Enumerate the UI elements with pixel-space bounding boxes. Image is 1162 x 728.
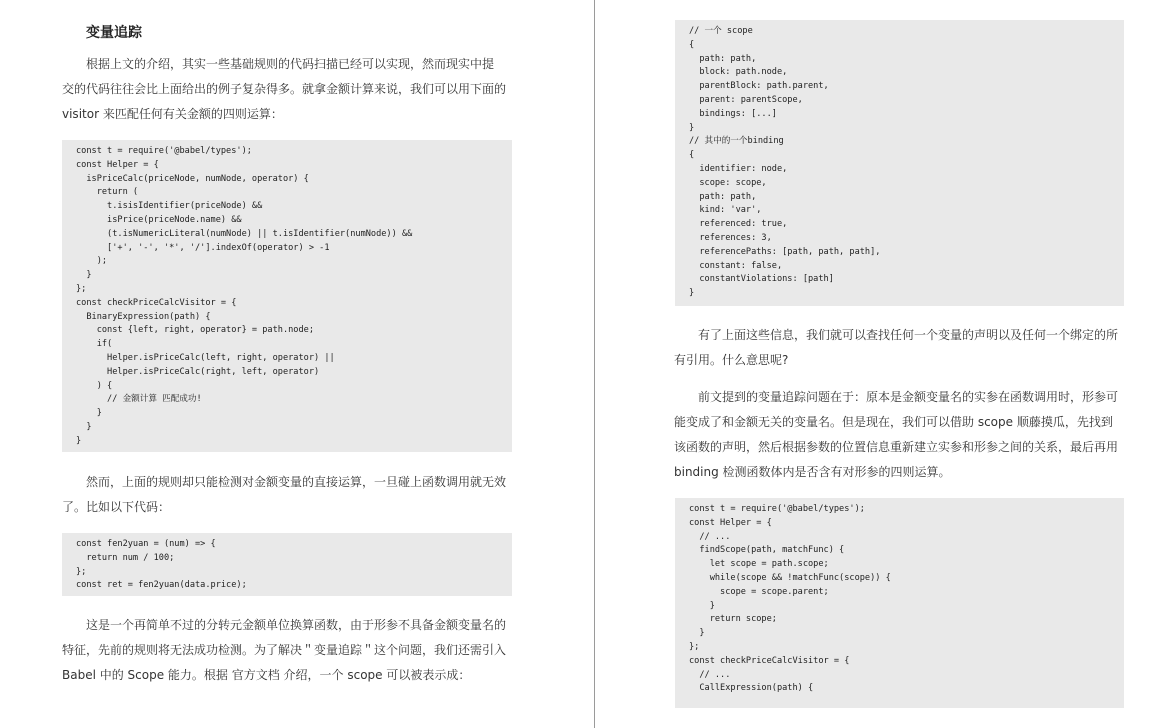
code-line: } <box>689 600 715 611</box>
code-line: constantViolations: [path] <box>689 274 834 285</box>
right-paragraph-1 <box>674 323 1126 373</box>
right-code-block-2 <box>675 498 1124 708</box>
code-line: identifier: node, <box>689 163 788 174</box>
code-line: ); <box>76 256 108 267</box>
code-line: parentBlock: path.parent, <box>689 81 829 92</box>
code-line: findScope(path, matchFunc) { <box>689 545 845 556</box>
code-line: } <box>76 408 102 419</box>
right-code-block-1 <box>675 20 1124 306</box>
code-line: const {left, right, operator} = path.node; <box>76 325 314 336</box>
code-line: }; <box>76 283 87 294</box>
code-line: // 一个 scope <box>689 26 753 36</box>
code-line: if( <box>76 339 113 350</box>
text-line: visitor 来匹配任何有关金额的四则运算： <box>62 107 283 121</box>
text-line: 前文提到的变量追踪问题在于：原本是金额变量名的实参在函数调用时，形参可 <box>698 390 1119 404</box>
code-line: ['+', '-', '*', '/'].indexOf(operator) > -1 <box>76 242 330 253</box>
code-line: path: path, <box>689 191 757 202</box>
text-line: 有引用。什么意思呢? <box>674 353 789 367</box>
code-line: while(scope && !matchFunc(scope)) { <box>689 572 891 583</box>
left-paragraph-1 <box>62 52 514 127</box>
code-line: { <box>689 150 695 161</box>
code-line: Helper.isPriceCalc(right, left, operator) <box>76 366 320 377</box>
text-line: 这是一个再简单不过的分转元金额单位换算函数，由于形参不具备金额变量名的 <box>86 618 507 632</box>
code-line: scope = scope.parent; <box>689 586 829 597</box>
code-line: isPriceCalc(priceNode, numNode, operator) { <box>76 173 309 184</box>
code-line: path: path, <box>689 53 757 64</box>
code-line: bindings: [...] <box>689 108 777 119</box>
code-line: parent: parentScope, <box>689 94 803 105</box>
code-line: const checkPriceCalcVisitor = { <box>689 655 850 666</box>
right-page <box>595 0 1162 728</box>
left-paragraph-2 <box>62 470 514 520</box>
left-code-block-2 <box>62 533 512 596</box>
code-line: // 金额计算 匹配成功! <box>76 394 202 405</box>
code-line: CallExpression(path) { <box>689 683 814 694</box>
code-line: const t = require('@babel/types'); <box>76 146 252 156</box>
code-line: const ret = fen2yuan(data.price); <box>76 580 247 591</box>
code-line: BinaryExpression(path) { <box>76 311 211 322</box>
code-line: return num / 100; <box>76 552 175 563</box>
text-line: 交的代码往往会比上面给出的例子复杂得多。就拿金额计算来说，我们可以用下面的 <box>62 82 507 96</box>
code-line: ) { <box>76 380 113 391</box>
code-line: let scope = path.scope; <box>689 559 829 570</box>
left-code-block-1 <box>62 140 512 452</box>
text-line: 根据上文的介绍，其实一些基础规则的代码扫描已经可以实现，然而现实中提 <box>86 57 495 71</box>
code-line: // ... <box>689 531 731 542</box>
right-paragraph-2 <box>674 385 1126 485</box>
code-line: const fen2yuan = (num) => { <box>76 539 216 549</box>
code-line: // 其中的一个binding <box>689 136 784 147</box>
code-line: constant: false, <box>689 260 783 271</box>
code-line: const Helper = { <box>76 159 159 170</box>
section-heading: 变量追踪 <box>86 25 142 41</box>
text-line: binding 检测函数体内是否含有对形参的四则运算。 <box>674 465 951 479</box>
text-line: Babel 中的 Scope 能力。根据 官方文档 介绍，一个 scope 可以被表示成： <box>62 668 471 682</box>
code-line: references: 3, <box>689 232 772 243</box>
left-paragraph-3 <box>62 613 514 688</box>
code-line: }; <box>689 641 700 652</box>
code-line: referenced: true, <box>689 219 788 230</box>
code-line: } <box>689 628 705 639</box>
code-line: kind: 'var', <box>689 205 762 216</box>
code-line: Helper.isPriceCalc(left, right, operator) || <box>76 352 335 363</box>
code-line: (t.isNumericLiteral(numNode) || t.isIdentifier(numNode)) && <box>76 228 413 239</box>
code-line: const checkPriceCalcVisitor = { <box>76 297 237 308</box>
code-line: // ... <box>689 669 731 680</box>
code-line: block: path.node, <box>689 67 788 78</box>
text-line: 然而，上面的规则却只能检测对金额变量的直接运算，一旦碰上函数调用就无效 <box>86 475 507 489</box>
code-line: isPrice(priceNode.name) && <box>76 214 242 225</box>
code-line: { <box>689 39 695 50</box>
code-line: } <box>76 270 92 281</box>
code-line: } <box>689 122 695 133</box>
code-line: const t = require('@babel/types'); <box>689 504 865 514</box>
code-line: const Helper = { <box>689 517 772 528</box>
code-line: return ( <box>76 187 139 198</box>
text-line: 特征，先前的规则将无法成功检测。为了解决＂变量追踪＂这个问题，我们还需引入 <box>62 643 507 657</box>
code-line: } <box>689 288 695 299</box>
code-line: scope: scope, <box>689 177 767 188</box>
text-line: 能变成了和金额无关的变量名。但是现在，我们可以借助 scope 顺藤摸瓜，先找到 <box>674 415 1113 429</box>
text-line: 该函数的声明，然后根据参数的位置信息重新建立实参和形参之间的关系，最后再用 <box>674 440 1119 454</box>
text-line: 了。比如以下代码： <box>62 500 171 514</box>
text-line: 有了上面这些信息，我们就可以查找任何一个变量的声明以及任何一个绑定的所 <box>698 328 1119 342</box>
code-line: t.isisIdentifier(priceNode) && <box>76 201 263 212</box>
code-line: referencePaths: [path, path, path], <box>689 246 881 257</box>
code-line: } <box>76 421 92 432</box>
code-line: } <box>76 435 82 446</box>
code-line: }; <box>76 566 87 577</box>
code-line: return scope; <box>689 614 777 625</box>
